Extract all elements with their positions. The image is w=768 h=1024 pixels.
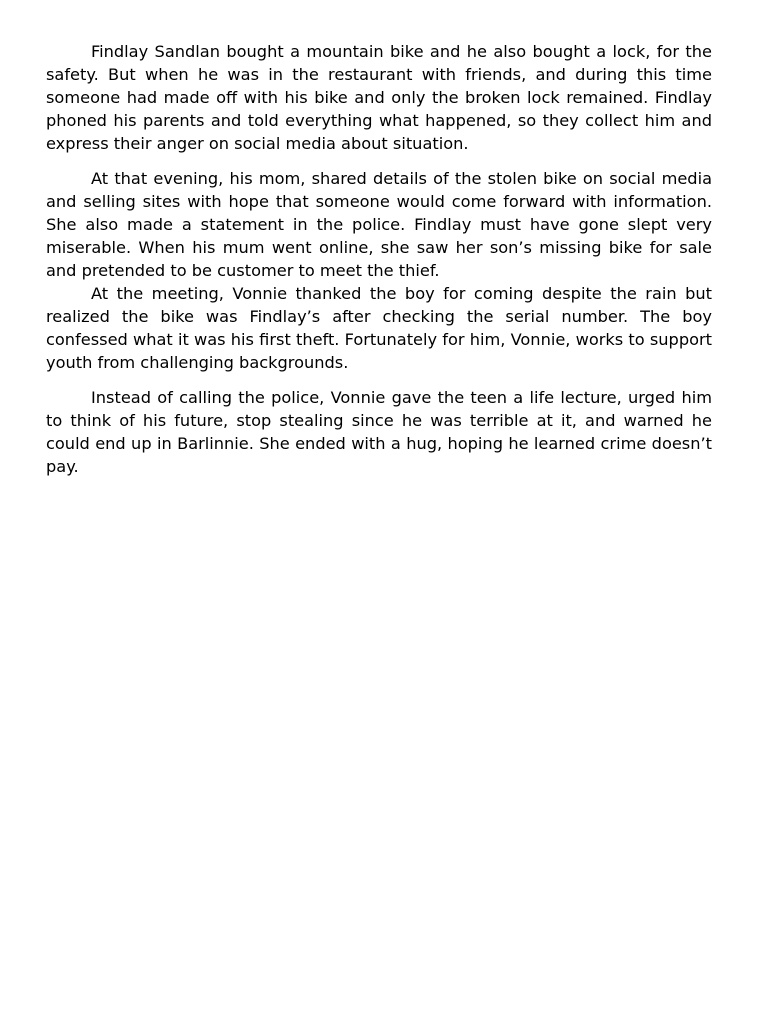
paragraph-2: At that evening, his mom, shared details of the stolen bike on social media and selling sites with hope that someone would come forward with information. She also made a statement in the police. Findlay must have gone slept very miserable. When his mum went online, she saw her son’s missing bike for sale and pretended to be customer to meet the thief.	[46, 169, 712, 280]
paragraph-3: At the meeting, Vonnie thanked the boy for coming despite the rain but realized the bike was Findlay’s after checking the serial number. The boy confessed what it was his first theft. Fortunately for him, Vonnie, works to support youth from challenging backgrounds.	[46, 284, 712, 372]
paragraph-4: Instead of calling the police, Vonnie gave the teen a life lecture, urged him to think of his future, stop stealing since he was terrible at it, and warned he could end up in Barlinnie. She ended with a hug, hoping he learned crime doesn’t pay.	[46, 388, 712, 476]
document-page	[46, 40, 712, 478]
paragraph-1: Findlay Sandlan bought a mountain bike and he also bought a lock, for the safety. But when he was in the restaurant with friends, and during this time someone had made off with his bike and only the broken lock remained. Findlay phoned his parents and told everything what happened, so they collect him and express their anger on social media about situation.	[46, 42, 712, 153]
